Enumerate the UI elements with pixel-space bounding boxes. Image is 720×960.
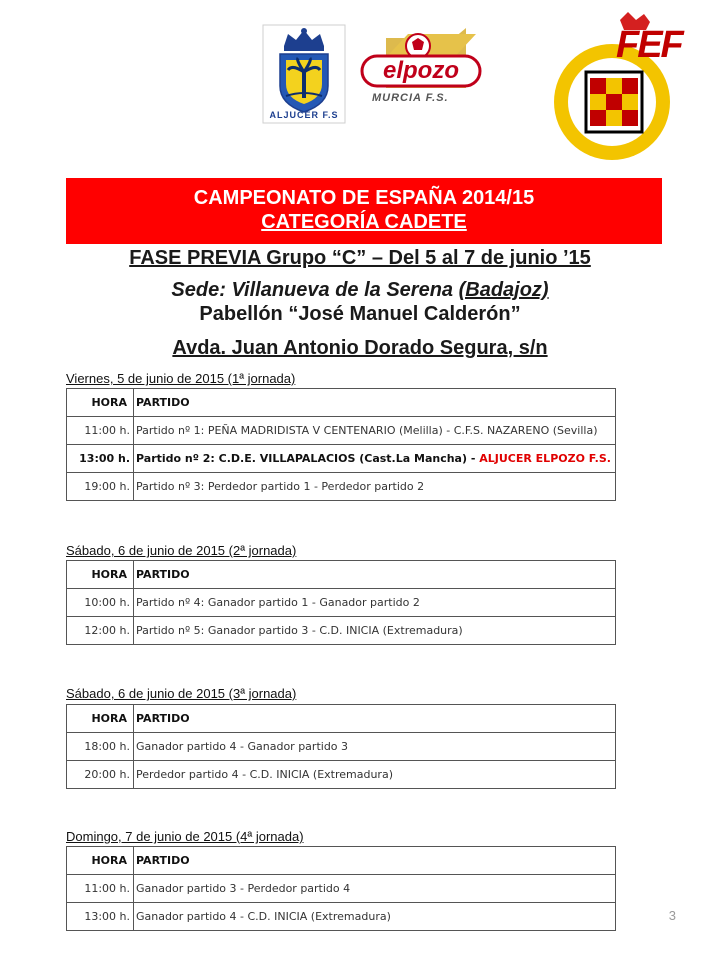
table-row bbox=[67, 417, 616, 445]
table-header-row bbox=[67, 847, 616, 875]
table-row bbox=[67, 875, 616, 903]
fef-logo bbox=[550, 12, 690, 164]
elpozo-logo-text: elpozo bbox=[383, 57, 459, 84]
day-heading: Sábado, 6 de junio de 2015 (2ª jornada) bbox=[66, 543, 297, 558]
match-description: Partido nº 4: Ganador partido 1 - Ganador partido 2 bbox=[134, 589, 616, 617]
sede-region: (Badajoz) bbox=[458, 279, 549, 301]
elpozo-logo bbox=[358, 28, 486, 114]
pabellon-line: Pabellón “José Manuel Calderón” bbox=[199, 303, 521, 325]
match-description: Ganador partido 4 - C.D. INICIA (Extremadura) bbox=[134, 903, 616, 931]
schedule-table bbox=[66, 560, 616, 645]
schedule-table bbox=[66, 388, 616, 501]
hora-header: HORA bbox=[67, 705, 134, 733]
sede-label: Sede: bbox=[171, 279, 226, 301]
schedule-table bbox=[66, 704, 616, 789]
match-description bbox=[134, 445, 616, 473]
banner-category: CATEGORÍA CADETE bbox=[261, 211, 467, 233]
table-row bbox=[67, 473, 616, 501]
match-text: Partido nº 2: C.D.E. VILLAPALACIOS (Cast.La Mancha) - bbox=[136, 452, 480, 465]
match-time: 19:00 h. bbox=[67, 473, 134, 501]
match-time: 13:00 h. bbox=[67, 445, 134, 473]
match-time: 10:00 h. bbox=[67, 589, 134, 617]
table-row bbox=[67, 617, 616, 645]
address-line: Avda. Juan Antonio Dorado Segura, s/n bbox=[172, 337, 548, 359]
table-row bbox=[67, 733, 616, 761]
page-number: 3 bbox=[668, 908, 676, 923]
table-row bbox=[67, 445, 616, 473]
match-description: Partido nº 3: Perdedor partido 1 - Perdedor partido 2 bbox=[134, 473, 616, 501]
fase-heading: FASE PREVIA Grupo “C” – Del 5 al 7 de junio ’15 bbox=[129, 247, 591, 269]
partido-header: PARTIDO bbox=[134, 705, 616, 733]
match-description: Partido nº 5: Ganador partido 3 - C.D. INICIA (Extremadura) bbox=[134, 617, 616, 645]
match-description: Ganador partido 3 - Perdedor partido 4 bbox=[134, 875, 616, 903]
table-row bbox=[67, 589, 616, 617]
partido-header: PARTIDO bbox=[134, 561, 616, 589]
match-time: 18:00 h. bbox=[67, 733, 134, 761]
partido-header: PARTIDO bbox=[134, 389, 616, 417]
partido-header: PARTIDO bbox=[134, 847, 616, 875]
match-time: 11:00 h. bbox=[67, 417, 134, 445]
sede-line bbox=[0, 278, 720, 302]
aljucer-logo bbox=[262, 24, 346, 124]
table-header-row bbox=[67, 705, 616, 733]
table-row bbox=[67, 903, 616, 931]
fef-logo-text: FEF bbox=[616, 24, 682, 66]
table-header-row bbox=[67, 561, 616, 589]
schedule-table bbox=[66, 846, 616, 931]
banner-title: CAMPEONATO DE ESPAÑA 2014/15 bbox=[193, 187, 535, 209]
match-description: Partido nº 1: PEÑA MADRIDISTA V CENTENARIO (Melilla) - C.F.S. NAZARENO (Sevilla) bbox=[134, 417, 616, 445]
day-heading: Viernes, 5 de junio de 2015 (1ª jornada) bbox=[66, 371, 296, 386]
sede-place: Villanueva de la Serena bbox=[231, 279, 454, 301]
aljucer-logo-text: ALJUCER F.S bbox=[269, 110, 339, 120]
day-heading: Sábado, 6 de junio de 2015 (3ª jornada) bbox=[66, 686, 297, 701]
elpozo-logo-subtext: MURCIA F.S. bbox=[372, 92, 449, 104]
match-time: 20:00 h. bbox=[67, 761, 134, 789]
table-header-row bbox=[67, 389, 616, 417]
match-description: Ganador partido 4 - Ganador partido 3 bbox=[134, 733, 616, 761]
table-row bbox=[67, 761, 616, 789]
day-heading: Domingo, 7 de junio de 2015 (4ª jornada) bbox=[66, 829, 304, 844]
match-time: 12:00 h. bbox=[67, 617, 134, 645]
championship-banner bbox=[66, 178, 662, 244]
hora-header: HORA bbox=[67, 561, 134, 589]
hora-header: HORA bbox=[67, 389, 134, 417]
match-time: 11:00 h. bbox=[67, 875, 134, 903]
highlight-team: ALJUCER ELPOZO F.S. bbox=[479, 452, 611, 465]
match-description: Perdedor partido 4 - C.D. INICIA (Extremadura) bbox=[134, 761, 616, 789]
match-time: 13:00 h. bbox=[67, 903, 134, 931]
hora-header: HORA bbox=[67, 847, 134, 875]
